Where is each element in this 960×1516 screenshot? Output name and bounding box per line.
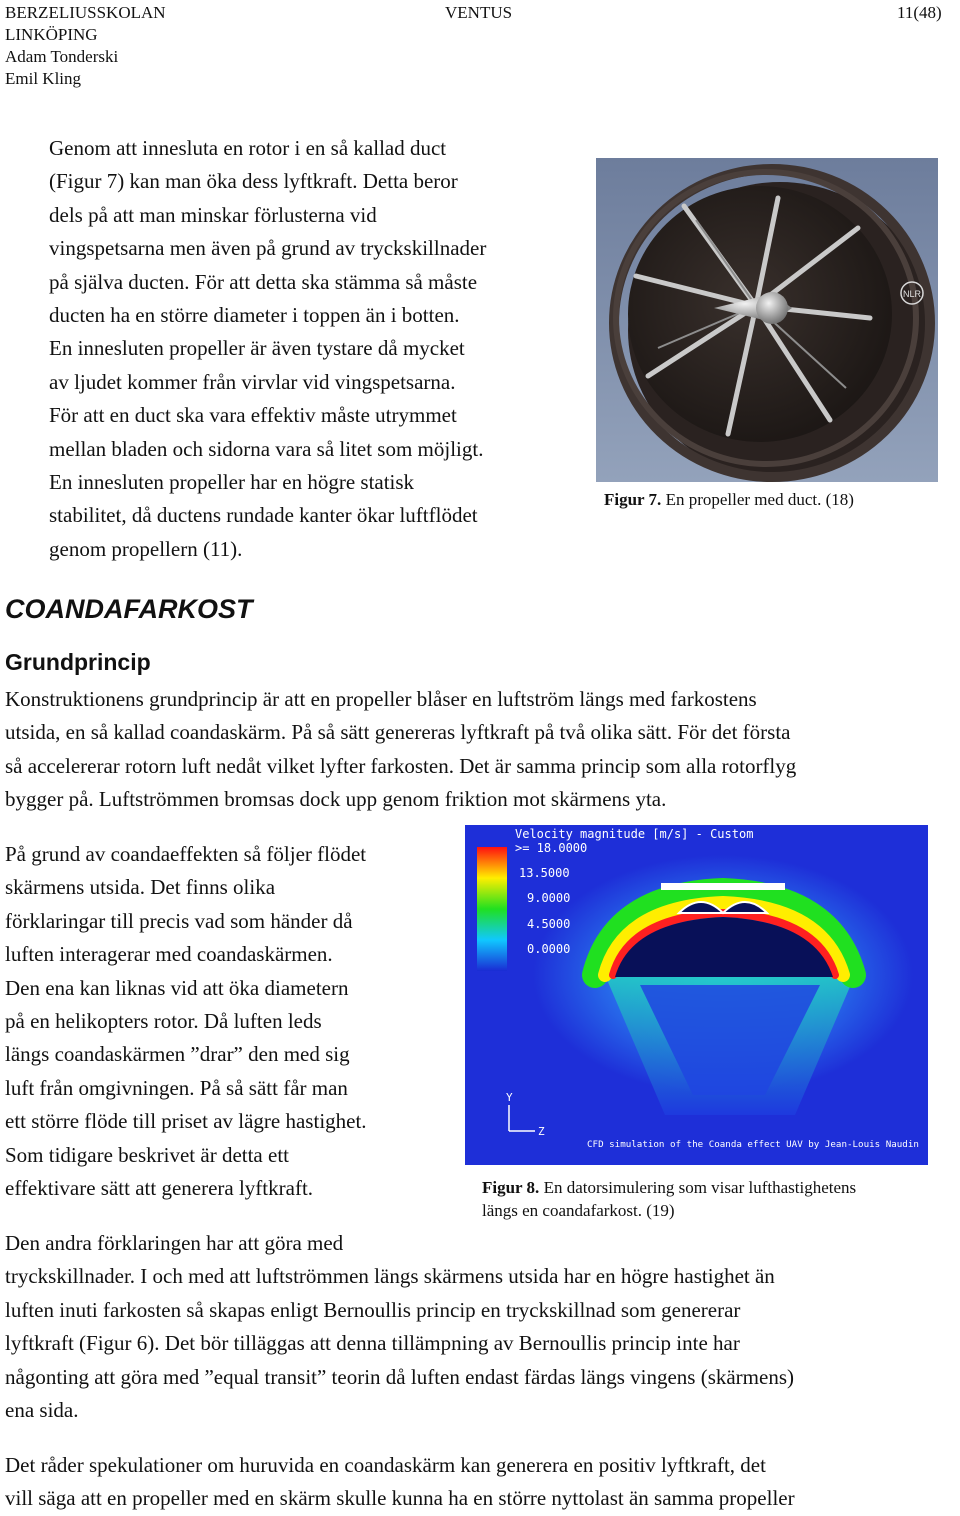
text-line: Genom att innesluta en rotor i en så kallad duct bbox=[49, 136, 447, 160]
figure-7-text: En propeller med duct. (18) bbox=[665, 490, 854, 509]
figure-8-text-1: En datorsimulering som visar lufthastighetens bbox=[543, 1178, 857, 1197]
legend-tick: 13.5000 bbox=[519, 866, 570, 880]
text-line: någonting att göra med ”equal transit” teorin då luften endast färdas längs vingens (skärmens) bbox=[5, 1364, 794, 1389]
text-line: lyftkraft (Figur 6). Det bör tilläggas att denna tillämpning av Bernoullis princip inte har bbox=[5, 1331, 740, 1356]
text-line: längs coandaskärmen ”drar” den med sig bbox=[5, 1042, 350, 1067]
figure-7-caption bbox=[604, 488, 854, 511]
text-line: vingspetsarna men även på grund av tryckskillnader bbox=[49, 236, 487, 261]
text-line: En innesluten propeller har en högre statisk bbox=[49, 470, 415, 495]
text-line: luften interagerar med coandaskärmen. bbox=[5, 942, 333, 967]
text-line: En innesluten propeller är även tystare då mycket bbox=[49, 336, 465, 361]
school-name: BERZELIUSSKOLAN bbox=[5, 3, 166, 22]
text-line: Den andra förklaringen har att göra med bbox=[5, 1231, 344, 1255]
figure-8-label: Figur 8. bbox=[482, 1178, 540, 1197]
text-line: vill säga att en propeller med en skärm skulle kunna ha en större nyttolast än samma propeller bbox=[5, 1486, 795, 1511]
figure-8-image bbox=[465, 825, 928, 1165]
coanda-paragraph bbox=[5, 838, 367, 1205]
text-line: (Figur 7) kan man öka dess lyftkraft. Detta beror bbox=[49, 169, 458, 194]
author-1: Adam Tonderski bbox=[5, 47, 119, 66]
text-line: Konstruktionens grundprincip är att en propeller blåser en luftström längs med farkostens bbox=[5, 687, 757, 711]
figure-8-text-2: längs en coandafarkost. (19) bbox=[482, 1201, 675, 1220]
text-line: luften inuti farkosten så skapas enligt Bernoullis princip en tryckskillnad som genererar bbox=[5, 1297, 741, 1322]
text-line: genom propellern (11). bbox=[49, 536, 243, 561]
text-line: luft från omgivningen. På så sätt får man bbox=[5, 1075, 348, 1100]
text-line: För att en duct ska vara effektiv måste utrymmet bbox=[49, 403, 457, 428]
legend-max: >= 18.0000 bbox=[515, 841, 588, 855]
legend-tick: 4.5000 bbox=[527, 917, 571, 931]
page-number: 11(48) bbox=[897, 3, 942, 22]
bernoulli-paragraph bbox=[5, 1227, 794, 1427]
legend-tick: 0.0000 bbox=[527, 942, 571, 956]
text-line: ena sida. bbox=[5, 1398, 79, 1423]
text-line: mellan bladen och sidorna vara så litet som möjligt. bbox=[49, 436, 484, 461]
text-line: av ljudet kommer från virvlar vid vingspetsarna. bbox=[49, 369, 456, 394]
text-line: bygger på. Luftströmmen bromsas dock upp genom friktion mot skärmens yta. bbox=[5, 787, 667, 812]
project-name: VENTUS bbox=[445, 3, 513, 22]
legend-tick: 9.0000 bbox=[527, 891, 571, 905]
cfd-credit: CFD simulation of the Coanda effect UAV by Jean-Louis Naudin bbox=[587, 1139, 919, 1150]
text-line: Som tidigare beskrivet är detta ett bbox=[5, 1142, 289, 1167]
text-line: effektivare sätt att generera lyftkraft. bbox=[5, 1176, 314, 1201]
figure-7-image bbox=[596, 158, 938, 482]
principle-paragraph bbox=[5, 683, 796, 817]
cfd-velocity-plot bbox=[465, 825, 928, 1165]
text-line: Den ena kan liknas vid att öka diametern bbox=[5, 975, 349, 1000]
axis-y-label: Y bbox=[506, 1091, 513, 1104]
final-paragraph bbox=[5, 1449, 795, 1516]
text-line: på en helikopters rotor. Då luften leds bbox=[5, 1009, 322, 1034]
text-line: ett större flöde till priset av lägre hastighet. bbox=[5, 1109, 367, 1134]
subsection-title: Grundprincip bbox=[5, 649, 151, 675]
text-line: dels på att man minskar förlusterna vid bbox=[49, 202, 377, 227]
ducted-propeller-illustration bbox=[596, 158, 938, 482]
text-line: på själva ducten. För att detta ska stämma så måste bbox=[49, 269, 478, 294]
text-line: stabilitet, då ductens rundade kanter ökar luftflödet bbox=[49, 503, 478, 528]
text-line: På grund av coandaeffekten så följer flödet bbox=[5, 842, 367, 866]
text-line: ducten ha en större diameter i toppen än i botten. bbox=[49, 303, 460, 328]
intro-paragraph bbox=[49, 132, 486, 566]
figure-7-label: Figur 7. bbox=[604, 490, 662, 509]
city-name: LINKÖPING bbox=[5, 25, 98, 44]
duct-logo-text: NLR bbox=[902, 289, 922, 299]
plot-title: Velocity magnitude [m/s] - Custom bbox=[515, 827, 754, 841]
author-2: Emil Kling bbox=[5, 69, 82, 88]
text-line: förklaringar till precis vad som händer då bbox=[5, 908, 353, 933]
text-line: utsida, en så kallad coandaskärm. På så sätt genereras lyftkraft på två olika sätt. För det första bbox=[5, 720, 791, 745]
text-line: tryckskillnader. I och med att luftströmmen längs skärmens utsida har en högre hastighet än bbox=[5, 1264, 775, 1289]
section-title: COANDAFARKOST bbox=[5, 594, 253, 624]
axis-z-label: Z bbox=[538, 1125, 545, 1138]
header-block bbox=[5, 2, 166, 90]
figure-8-caption bbox=[482, 1176, 856, 1222]
text-line: så accelererar rotorn luft nedåt vilket lyfter farkosten. Det är samma princip som alla rotorflyg bbox=[5, 753, 797, 778]
text-line: skärmens utsida. Det finns olika bbox=[5, 875, 276, 900]
text-line: Det råder spekulationer om huruvida en coandaskärm kan generera en positiv lyftkraft, det bbox=[5, 1453, 766, 1477]
